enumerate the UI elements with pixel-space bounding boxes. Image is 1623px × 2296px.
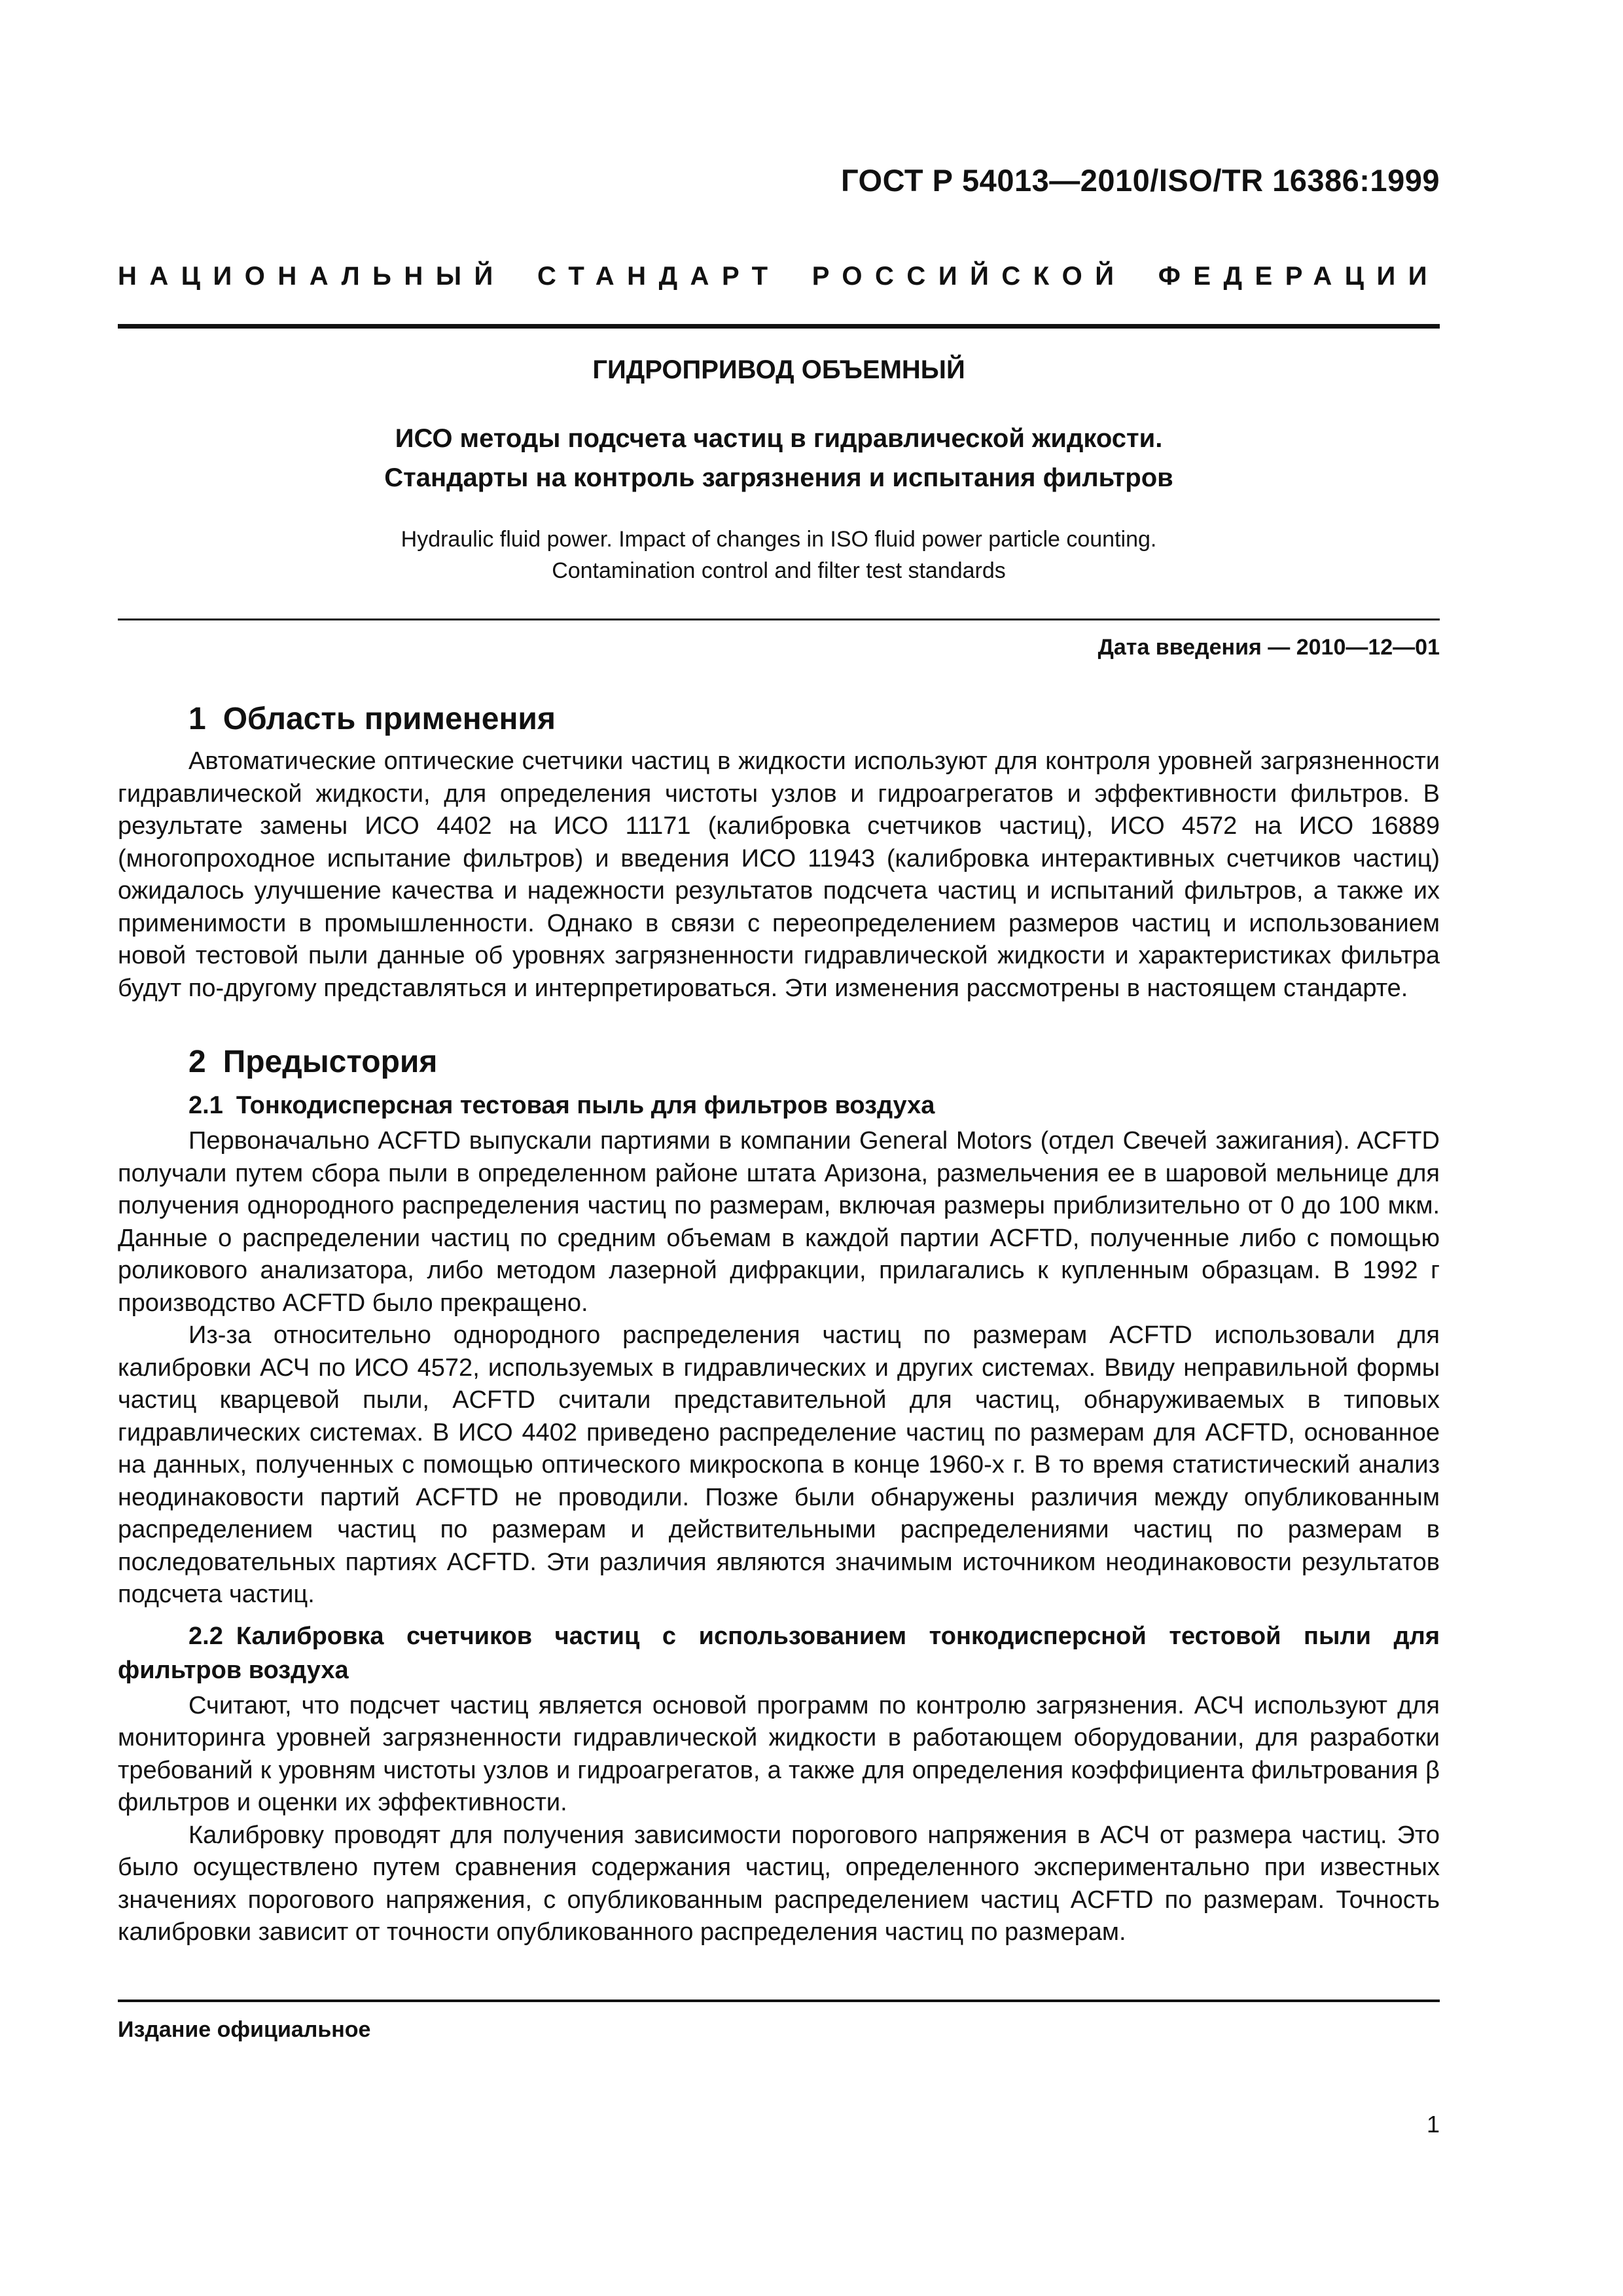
subsection-2-2-paragraph-1: Считают, что подсчет частиц является основой программ по контролю загрязнения. АСЧ используют для мониторинга уровней загрязненности гидравлической жидкости в работающем оборудовании, для разработки требований к уровням чистоты узлов и гидроагрегатов, а также для определения коэффициента фильтрования β фильтров и оценки их эффективности. [118, 1691, 1440, 1816]
introduction-date: Дата введения — 2010—12—01 [1097, 635, 1440, 660]
section-2-heading [118, 1040, 1440, 1085]
subsection-2-2-paragraph-2: Калибровку проводят для получения зависимости порогового напряжения в АСЧ от размера частиц. Это было осуществлено путем сравнения содержания частиц, определенного экспериментально при известных значениях порогового напряжения, с опубликованным распределением частиц ACFTD по размерам. Точность калибровки зависит от точности опубликованного распределения частиц по размерам. [118, 1821, 1440, 1946]
title-divider [118, 619, 1440, 620]
section-1-paragraph: Автоматические оптические счетчики частиц в жидкости используют для контроля уровней загрязненности гидравлической жидкости, для определения чистоты узлов и гидроагрегатов и эффективности фильтров. В результате замены ИСО 4402 на ИСО 11171 (калибровка счетчиков частиц), ИСО 4572 на ИСО 16889 (многопроходное испытание фильтров) и введения ИСО 11943 (калибровка интерактивных счетчиков частиц) ожидалось улучшение качества и надежности результатов подсчета частиц и испытаний фильтров, а также их применимости в промышленности. Однако в связи с переопределением размеров частиц и использованием новой тестовой пыли данные об уровнях загрязненности гидравлической жидкости и характеристиках фильтра будут по-другому представляться и интерпретироваться. Эти изменения рассмотрены в настоящем стандарте. [118, 747, 1440, 1002]
subsection-2-1-heading [118, 1088, 1440, 1122]
banner-word-national: НАЦИОНАЛЬНЫЙ [118, 262, 506, 291]
section-1-number: 1 [188, 702, 206, 736]
subsection-2-1-title: Тонкодисперсная тестовая пыль для фильтров воздуха [236, 1092, 935, 1119]
national-standard-banner [118, 262, 1440, 291]
subsection-2-1-paragraph-1: Первоначально ACFTD выпускали партиями в компании General Motors (отдел Свечей зажигания). ACFTD получали путем сбора пыли в определенном районе штата Аризона, размельчения ее в шаровой мельнице для получения однородного распределения частиц по размерам, включая размеры приблизительно от 0 до 100 мкм. Данные о распределении частиц по средним объемам в каждой партии ACFTD, полученные либо с помощью роликового анализатора, либо методом лазерной дифракции, прилагались к купленным образцам. В 1992 г производство ACFTD было прекращено. [118, 1127, 1440, 1317]
section-1-title: Область применения [223, 702, 556, 736]
banner-word-russian: РОССИЙСКОЙ [812, 262, 1127, 291]
document-title-ru [118, 419, 1440, 497]
document-body [118, 697, 1440, 1949]
banner-word-federation: ФЕДЕРАЦИИ [1158, 262, 1440, 291]
header-divider [118, 324, 1440, 329]
official-edition-label: Издание официальное [118, 2017, 371, 2042]
subsection-2-2-heading [118, 1619, 1440, 1687]
subsection-2-2-number: 2.2 [188, 1622, 223, 1650]
section-2-title: Предыстория [223, 1045, 438, 1079]
footer-divider [118, 2000, 1440, 2002]
title-ru-line-1: ИСО методы подсчета частиц в гидравлической жидкости. [395, 424, 1163, 453]
title-ru-line-2: Стандарты на контроль загрязнения и испытания фильтров [384, 463, 1173, 492]
title-en-line-1: Hydraulic fluid power. Impact of changes in ISO fluid power particle counting. [401, 527, 1157, 552]
subsection-2-2-title: Калибровка счетчиков частиц с использованием тонкодисперсной тестовой пыли для фильтров воздуха [118, 1622, 1440, 1684]
standard-code: ГОСТ Р 54013—2010/ISO/TR 16386:1999 [841, 163, 1440, 198]
subsection-2-1-paragraph-2: Из-за относительно однородного распределения частиц по размерам ACFTD использовали для калибровки АСЧ по ИСО 4572, используемых в гидравлических и других системах. Ввиду неправильной формы частиц кварцевой пыли, ACFTD считали представительной для частиц, обнаруживаемых в типовых гидравлических системах. В ИСО 4402 приведено распределение частиц по размерам для ACFTD, основанное на данных, полученных с помощью оптического микроскопа в конце 1960-х г. В то время статистический анализ неодинаковости партий ACFTD не проводили. Позже были обнаружены различия между опубликованным распределением частиц по размерам и действительными распределениями частиц по размерам в последовательных партиях ACFTD. Эти различия являются значимым источником неодинаковости результатов подсчета частиц. [118, 1321, 1440, 1608]
section-2-number: 2 [188, 1045, 206, 1079]
page-number: 1 [1426, 2111, 1440, 2138]
title-en-line-2: Contamination control and filter test standards [552, 558, 1006, 583]
banner-word-standard: СТАНДАРТ [537, 262, 781, 291]
document-title-main: ГИДРОПРИВОД ОБЪЕМНЫЙ [592, 355, 965, 384]
section-1-heading [118, 697, 1440, 742]
document-title-en [118, 524, 1440, 586]
subsection-2-1-number: 2.1 [188, 1092, 223, 1119]
